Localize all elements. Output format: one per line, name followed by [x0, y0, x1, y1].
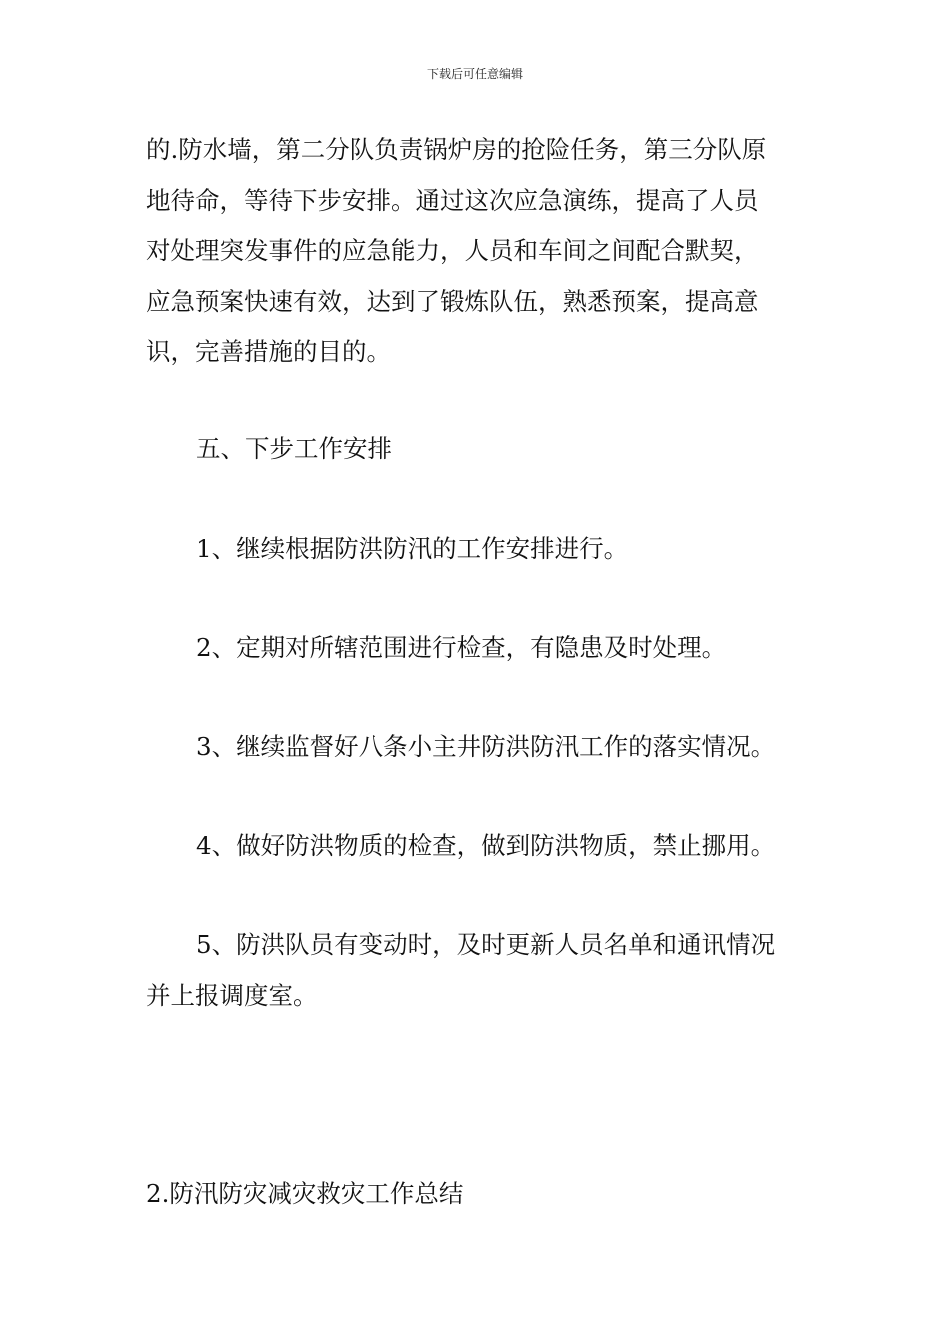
list-item: 4、做好防洪物质的检查，做到防洪物质，禁止挪用。 [196, 831, 776, 860]
page-header: 下载后可任意编辑 [426, 67, 523, 81]
list-item-line: 5、防洪队员有变动时，及时更新人员名单和通讯情况 [196, 930, 776, 959]
list-item: 3、继续监督好八条小主井防洪防汛工作的落实情况。 [196, 732, 776, 761]
list-item: 2、定期对所辖范围进行检查，有隐患及时处理。 [196, 633, 727, 662]
section-heading: 五、下步工作安排 [196, 434, 392, 463]
list-item [146, 920, 810, 1021]
paragraph-line: 的.防水墙，第二分队负责锅炉房的抢险任务，第三分队原 [146, 135, 767, 164]
paragraph-line: 识，完善措施的目的。 [146, 337, 391, 366]
paragraph-line: 对处理突发事件的应急能力，人员和车间之间配合默契， [146, 236, 759, 265]
document-title: 2.防汛防灾减灾救灾工作总结 [146, 1179, 464, 1208]
list-item: 1、继续根据防洪防汛的工作安排进行。 [196, 534, 629, 563]
list-item-line: 并上报调度室。 [146, 980, 318, 1010]
paragraph-line: 地待命，等待下步安排。通过这次应急演练，提高了人员 [146, 185, 759, 215]
paragraph-summary [146, 125, 810, 378]
paragraph-line: 应急预案快速有效，达到了锻炼队伍，熟悉预案，提高意 [146, 286, 759, 316]
